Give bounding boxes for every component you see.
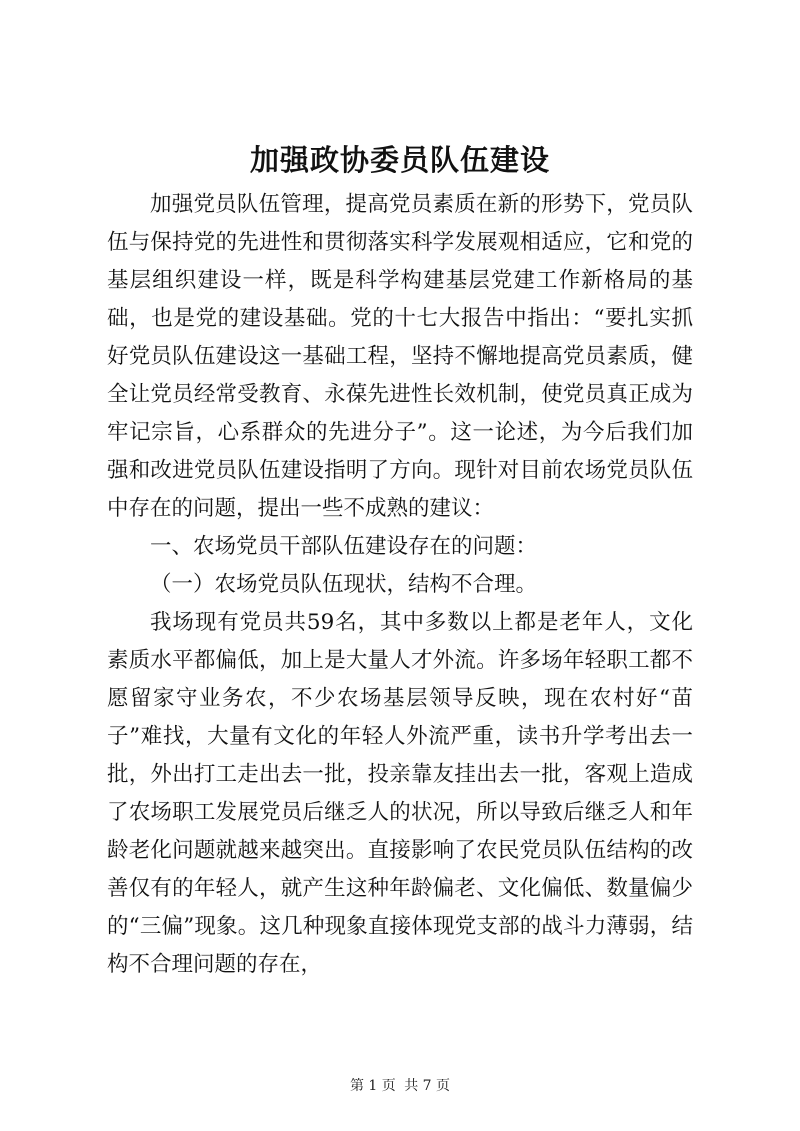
paragraph-status: 我场现有党员共59名，其中多数以上都是老年人，文化素质水平都偏低，加上是大量人才外流。许多场年轻职工都不愿留家守业务农，不少农场基层领导反映，现在农村好“苗子”难找，大量有文化的年轻人外流严重，读书升学考出去一批，外出打工走出去一批，投亲靠友挂出去一批，客观上造成了农场职工发展党员后继乏人的状况，所以导致后继乏人和年龄老化问题就越来越突出。直接影响了农民党员队伍结构的改善仅有的年轻人，就产生这种年龄偏老、文化偏低、数量偏少的“三偏”现象。这几种现象直接体现党支部的战斗力薄弱，结构不合理问题的存在， [107, 610, 693, 977]
page-total: 共 7 页 [404, 1078, 451, 1094]
subsection-heading: （一）农场党员队伍现状，结构不合理。 [150, 572, 538, 597]
document-body [107, 186, 693, 984]
paragraph-intro: 加强党员队伍管理，提高党员素质在新的形势下，党员队伍与保持党的先进性和贯彻落实科学发展观相适应，它和党的基层组织建设一样，既是科学构建基层党建工作新格局的基础，也是党的建设基础。党的十七大报告中指出：“要扎实抓好党员队伍建设这一基础工程，坚持不懈地提高党员素质，健全让党员经常受教育、永葆先进性长效机制，使党员真正成为牢记宗旨，心系群众的先进分子”。这一论述，为今后我们加强和改进党员队伍建设指明了方向。现针对目前农场党员队伍中存在的问题，提出一些不成熟的建议： [107, 192, 693, 521]
section-heading: 一、农场党员干部队伍建设存在的问题： [150, 534, 538, 559]
document-title: 加强政协委员队伍建设 [249, 143, 550, 177]
page-footer [0, 1076, 800, 1096]
page-number: 第 1 页 [349, 1078, 396, 1094]
